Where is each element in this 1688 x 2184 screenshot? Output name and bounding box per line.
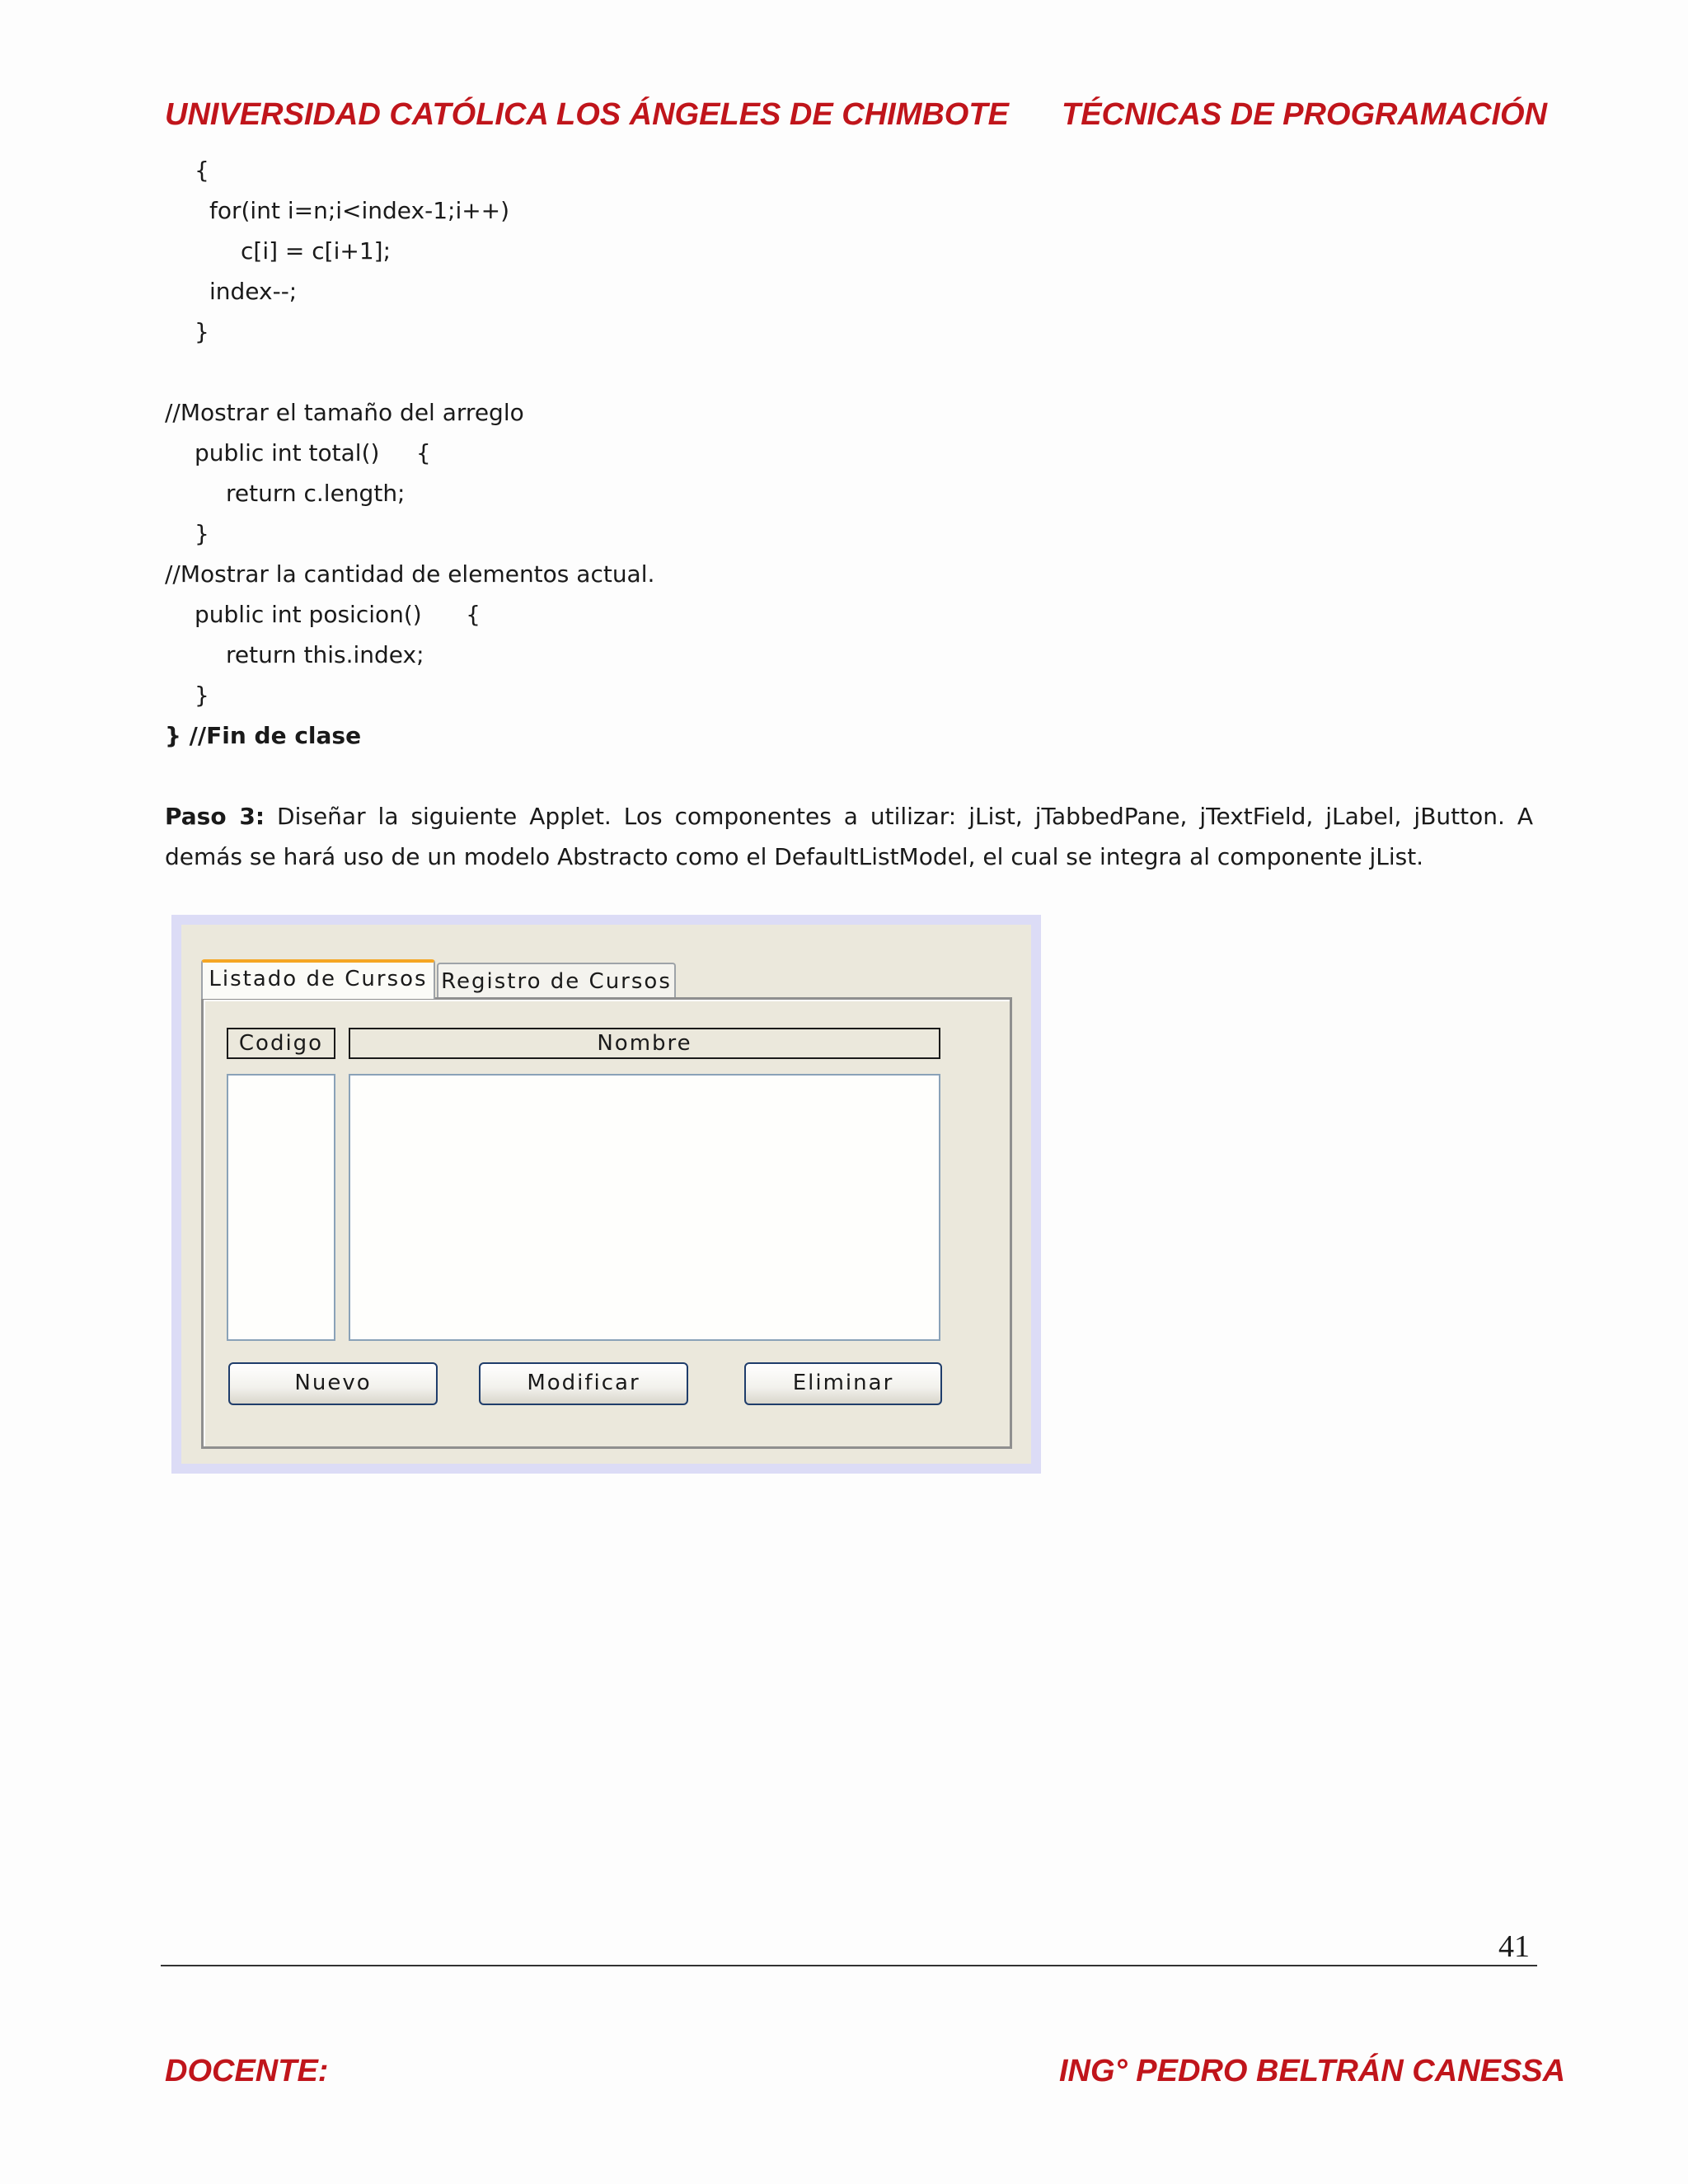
step-paragraph: [165, 796, 1533, 877]
code-line: }: [195, 682, 209, 709]
step-label: Paso 3:: [165, 803, 265, 830]
footer-teacher-name: ING° PEDRO BELTRÁN CANESSA: [1059, 2054, 1566, 2088]
nombre-list[interactable]: [349, 1074, 940, 1341]
code-line: index--;: [209, 278, 298, 305]
code-line: }: [195, 318, 209, 345]
step-text: Diseñar la siguiente Applet. Los componentes a utilizar: jList, jTabbedPane, jTextField, jLabel, jButton. A demás se hará uso de un modelo Abstracto como el DefaultListModel, el cual se integra al componente jList.: [165, 803, 1533, 870]
tab-registro-de-cursos[interactable]: Registro de Cursos: [437, 963, 676, 999]
code-line: public int posicion() {: [195, 601, 481, 628]
page-number: 41: [1498, 1929, 1530, 1964]
header-course: TÉCNICAS DE PROGRAMACIÓN: [1062, 97, 1548, 132]
code-line: return c.length;: [226, 480, 406, 507]
codigo-list[interactable]: [227, 1074, 335, 1341]
modificar-button[interactable]: Modificar: [479, 1362, 688, 1405]
codigo-label: Codigo: [227, 1028, 335, 1059]
applet-screenshot: [171, 915, 1041, 1474]
code-line: c[i] = c[i+1];: [241, 237, 392, 265]
code-line: return this.index;: [226, 641, 424, 668]
nombre-label: Nombre: [349, 1028, 940, 1059]
footer-divider: [161, 1965, 1537, 1966]
tab-panel: [201, 997, 1012, 1449]
footer-docente: DOCENTE:: [165, 2054, 329, 2088]
code-end-of-class: } //Fin de clase: [165, 722, 362, 749]
code-line: {: [195, 157, 209, 184]
code-line: public int total() {: [195, 439, 431, 466]
code-comment: //Mostrar la cantidad de elementos actual.: [165, 560, 655, 588]
code-line: for(int i=n;i<index-1;i++): [209, 197, 510, 224]
nuevo-button[interactable]: Nuevo: [228, 1362, 438, 1405]
applet-window: [181, 925, 1031, 1464]
code-line: }: [195, 520, 209, 547]
tab-listado-de-cursos[interactable]: Listado de Cursos: [201, 959, 435, 999]
eliminar-button[interactable]: Eliminar: [744, 1362, 942, 1405]
header-university: UNIVERSIDAD CATÓLICA LOS ÁNGELES DE CHIMBOTE: [165, 97, 1009, 132]
code-comment: //Mostrar el tamaño del arreglo: [165, 399, 524, 426]
